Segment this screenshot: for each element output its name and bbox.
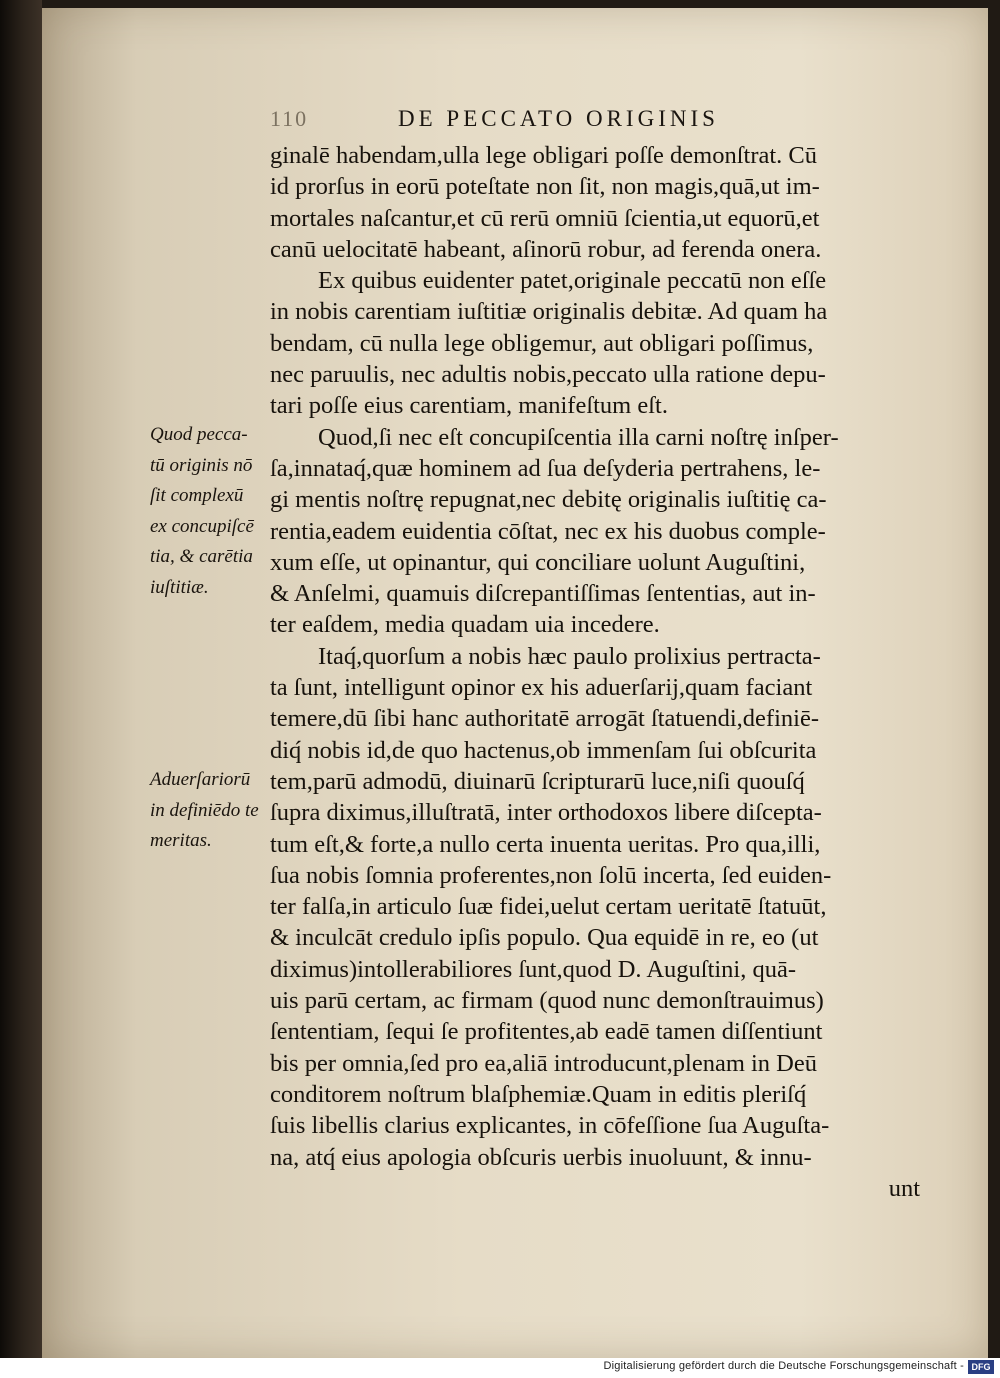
text-line: temere,dū ſibi hanc authoritatē arrogāt ſtatuendi,definiē- — [270, 705, 819, 733]
text-line: rentia,eadem euidentia cōſtat, nec ex his duobus comple- — [270, 517, 826, 545]
text-line: id prorſus in eorū poteſtate non ſit, non magis,quā,ut im- — [270, 173, 820, 201]
text-line: ſententiam, ſequi ſe profitentes,ab eadē tamen diſſentiunt — [270, 1018, 823, 1046]
margin-note-line: ex concupiſcē — [150, 515, 254, 537]
text-line: tem,parū admodū, diuinarū ſcripturarū luce,niſi quouſq́ — [270, 767, 805, 795]
margin-note-line: tia, & carētia — [150, 546, 253, 567]
text-line: ſa,innataq́,quæ hominem ad ſua deſyderia pertrahens, le- — [270, 454, 821, 482]
text-line: ſua nobis ſomnia proferentes,non ſolū incerta, ſed euiden- — [270, 861, 832, 889]
margin-note-adversarii — [150, 765, 272, 857]
text-line: uis parū certam, ac firmam (quod nunc demonſtrauimus) — [270, 987, 824, 1015]
margin-note-line: tū originis nō — [150, 454, 253, 476]
text-line: ginalē habendam,ulla lege obligari poſſe demonſtrat. Cū — [270, 142, 818, 169]
text-line: xum eſſe, ut opinantur, qui conciliare uolunt Auguſtini, — [270, 548, 806, 576]
text-line: in nobis carentiam iuſtitiæ originalis debitæ. Ad quam ha — [270, 298, 828, 326]
margin-note-line: Quod pecca- — [150, 424, 248, 445]
page-number: 110 — [270, 106, 309, 131]
paragraph-start-line: Ex quibus euidenter patet,originale peccatū non eſſe — [318, 267, 827, 295]
text-line: diximus)intollerabiliores ſunt,quod D. Auguſtini, quā- — [270, 955, 797, 983]
margin-note-line: iuſtitiæ. — [150, 576, 209, 598]
text-line: mortales naſcantur,et cū rerū omniū ſcientia,ut equorū,et — [270, 204, 820, 232]
text-line: na, atq́ eius apologia obſcuris uerbis inuoluunt, & innu- — [270, 1143, 812, 1171]
text-line: & inculcāt credulo ipſis populo. Qua equidē in re, eo (ut — [270, 924, 819, 952]
text-line: tum eſt,& forte,a nullo certa inuenta ueritas. Pro qua,illi, — [270, 830, 821, 858]
book-spine-shadow — [0, 0, 42, 1358]
text-line: ſuis libellis clarius explicantes, in cōfeſſione ſua Auguſta- — [270, 1112, 830, 1140]
digitization-footer — [0, 1358, 1000, 1378]
margin-note-line: meritas. — [150, 830, 212, 851]
catchword: unt — [888, 1174, 920, 1202]
dfg-logo-icon: DFG — [968, 1360, 994, 1374]
text-line: ſupra diximus,illuſtratā, inter orthodoxos libere diſcepta- — [270, 799, 822, 827]
text-line: & Anſelmi, quamuis diſcrepantiſſimas ſententias, aut in- — [270, 580, 816, 608]
paragraph-start-line: Quod,ſi nec eſt concupiſcentia illa carni noſtrę inſper- — [318, 423, 839, 451]
text-line: ta ſunt, intelligunt opinor ex his aduerſarij,quam faciant — [270, 674, 813, 702]
main-text-block — [270, 140, 920, 1204]
funding-credit: Digitalisierung gefördert durch die Deutsche Forschungsgemeinschaft - — [603, 1360, 964, 1372]
text-line: ter eaſdem, media quadam uia incedere. — [270, 611, 660, 639]
text-line: canū uelocitatē habeant, aſinorū robur, ad ferenda onera. — [270, 235, 822, 263]
text-line: gi mentis noſtrę repugnat,nec debitę originalis iuſtitię ca- — [270, 486, 827, 514]
margin-note-line: in definiēdo te — [150, 799, 259, 821]
text-line: tari poſſe eius carentiam, manifeſtum eſt. — [270, 392, 668, 420]
text-line: bis per omnia,ſed pro ea,aliā introducunt,plenam in Deū — [270, 1049, 818, 1077]
text-line: bendam, cū nulla lege obligemur, aut obligari poſſimus, — [270, 329, 814, 357]
paragraph-start-line: Itaq́,quorſum a nobis hæc paulo prolixius pertracta- — [318, 642, 821, 670]
text-line: diq́ nobis id,de quo hactenus,ob immenſam ſui obſcurita — [270, 736, 817, 764]
running-title: DE PECCATO ORIGINIS — [398, 106, 719, 131]
margin-note-line: ſit complexū — [150, 485, 244, 506]
margin-note-line: Aduerſariorū — [150, 769, 251, 790]
text-line: nec paruulis, nec adultis nobis,peccato ulla ratione depu- — [270, 361, 826, 389]
margin-note-concupiscentia — [150, 420, 272, 603]
running-header — [270, 106, 920, 140]
text-line: ter falſa,in articulo ſuæ fidei,uelut certam ueritatē ſtatuūt, — [270, 893, 827, 921]
text-line: conditorem noſtrum blaſphemiæ.Quam in editis pleriſq́ — [270, 1080, 807, 1108]
